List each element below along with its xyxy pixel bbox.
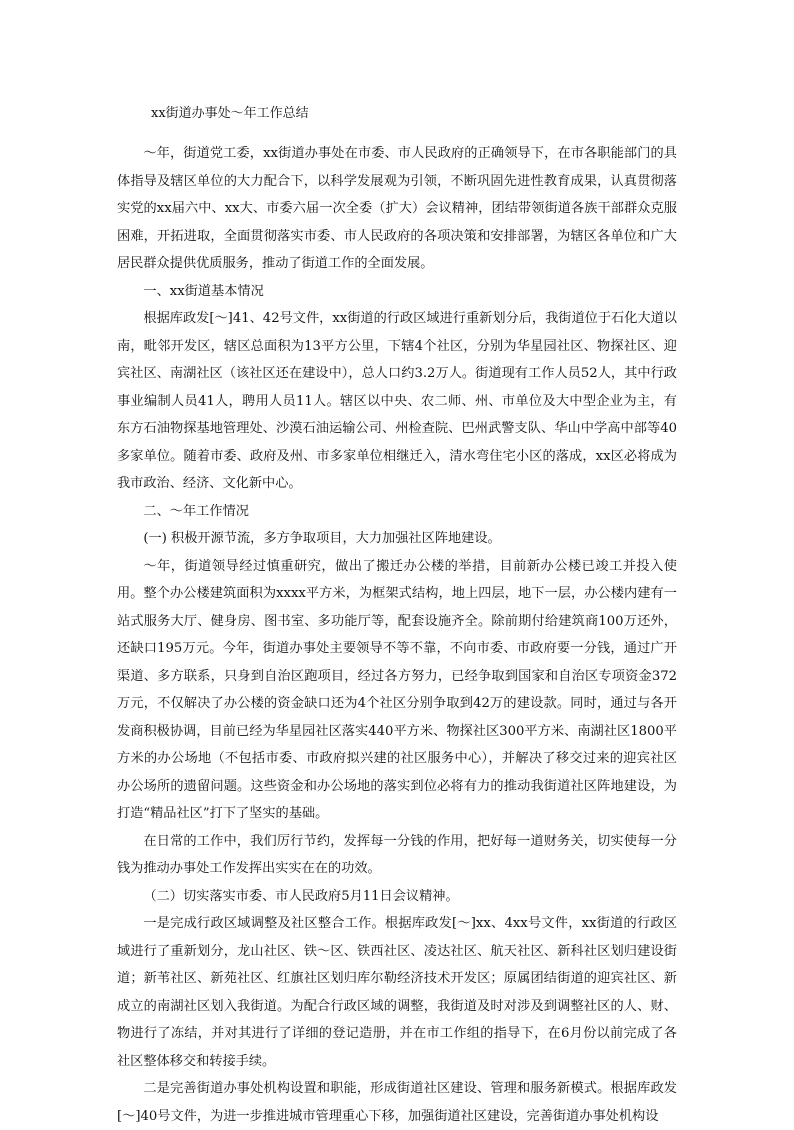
- section-heading-work-status: 二、～年工作情况: [143, 503, 249, 519]
- document-title: xx街道办事处～年工作总结: [151, 106, 309, 121]
- intro-paragraph: ～年，街道党工委，xx街道办事处在市委、市人民政府的正确领导下，在市各职能部门的具体指导及辖区单位的大力配合下，以科学发展观为引领，不断巩固先进性教育成果，认真贯彻落实党的xx届六中、xx大、市委六届一次全委（扩大）会议精神，团结带领街道各族干部群众克服困难，开拓进取，全面贯彻落实市委、市人民政府的各项决策和安排部署，为辖区各单位和广大居民群众提供优质服务，推动了街道工作的全面发展。: [117, 146, 677, 271]
- office-building-paragraph: ～年，街道领导经过慎重研究，做出了搬迁办公楼的举措，目前新办公楼已竣工并投入使用。整个办公楼建筑面积为xxxx平方米，为框架式结构，地上四层，地下一层，办公楼内建有一站式服务大厅、健身房、图书室、多功能厅等，配套设施齐全。除前期付给建筑商100万还外，还缺口195万元。今年，街道办事处主要领导不等不靠，不向市委、市政府要一分钱，通过广开渠道、多方联系，只身到自治区跑项目，经过各方努力，已经争取到国家和自治区专项资金372万元，不仅解决了办公楼的资金缺口还为4个社区分别争取到42万的建设款。同时，通过与各开发商积极协调，目前已经为华星园社区落实440平方米、物探社区300平方米、南湖社区1800平方米的办公场地（不包括市委、市政府拟兴建的社区服务中心），并解决了移交过来的迎宾社区办公场所的遗留问题。这些资金和办公场地的落实到位必将有力的推动我街道社区阵地建设，为打造“精品社区”打下了坚实的基础。: [117, 558, 677, 821]
- subsection-heading-one: (一) 积极开源节流，多方争取项目，大力加强社区阵地建设。: [143, 531, 501, 546]
- district-adjustment-paragraph: 一是完成行政区域调整及社区整合工作。根据库政发[～]xx、4xx号文件，xx街道的行政区域进行了重新划分，龙山社区、铁～区、铁西社区、凌达社区、航天社区、新科社区划归建设街道；新苇社区、新苑社区、红旗社区划归库尔勒经济技术开发区；原属团结街道的迎宾社区、新成立的南湖社区划入我街道。为配合行政区域的调整，我街道及时对涉及到调整社区的人、财、物进行了冻结，并对其进行了详细的登记造册，并在市工作组的指导下，在6月份以前完成了各社区整体移交和转接手续。: [117, 916, 677, 1069]
- institution-setup-paragraph: 二是完善街道办事处机构设置和职能，形成街道社区建设、管理和服务新模式。根据库政发[～]40号文件，为进一步推进城市管理重心下移，加强街道社区建设，完善街道办事处机构设: [117, 1081, 677, 1124]
- frugality-paragraph: 在日常的工作中，我们厉行节约，发挥每一分钱的作用，把好每一道财务关，切实使每一分钱为推动办事处工作发挥出实实在在的功效。: [117, 833, 677, 876]
- document-body: [117, 140, 677, 1130]
- basic-info-paragraph: 根据库政发[～]41、42号文件，xx街道的行政区域进行重新划分后，我街道位于石化大道以南，毗邻开发区，辖区总面积为13平方公里，下辖4个社区，分别为华星园社区、物探社区、迎宾社区、南湖社区（该社区还在建设中），总人口约3.2万人。街道现有工作人员52人，其中行政事业编制人员41人，聘用人员11人。辖区以中央、农二师、州、市单位及大中型企业为主，有东方石油物探基地管理处、沙漠石油运输公司、州检查院、巴州武警支队、华山中学高中部等40多家单位。随着市委、政府及州、市多家单位相继迁入，清水弯住宅小区的落成，xx区必将成为我市政治、经济、文化新中心。: [117, 311, 677, 491]
- subsection-heading-two: （二）切实落实市委、市人民政府5月11日会议精神。: [143, 888, 459, 904]
- section-heading-basic-info: 一、xx街道基本情况: [143, 283, 264, 299]
